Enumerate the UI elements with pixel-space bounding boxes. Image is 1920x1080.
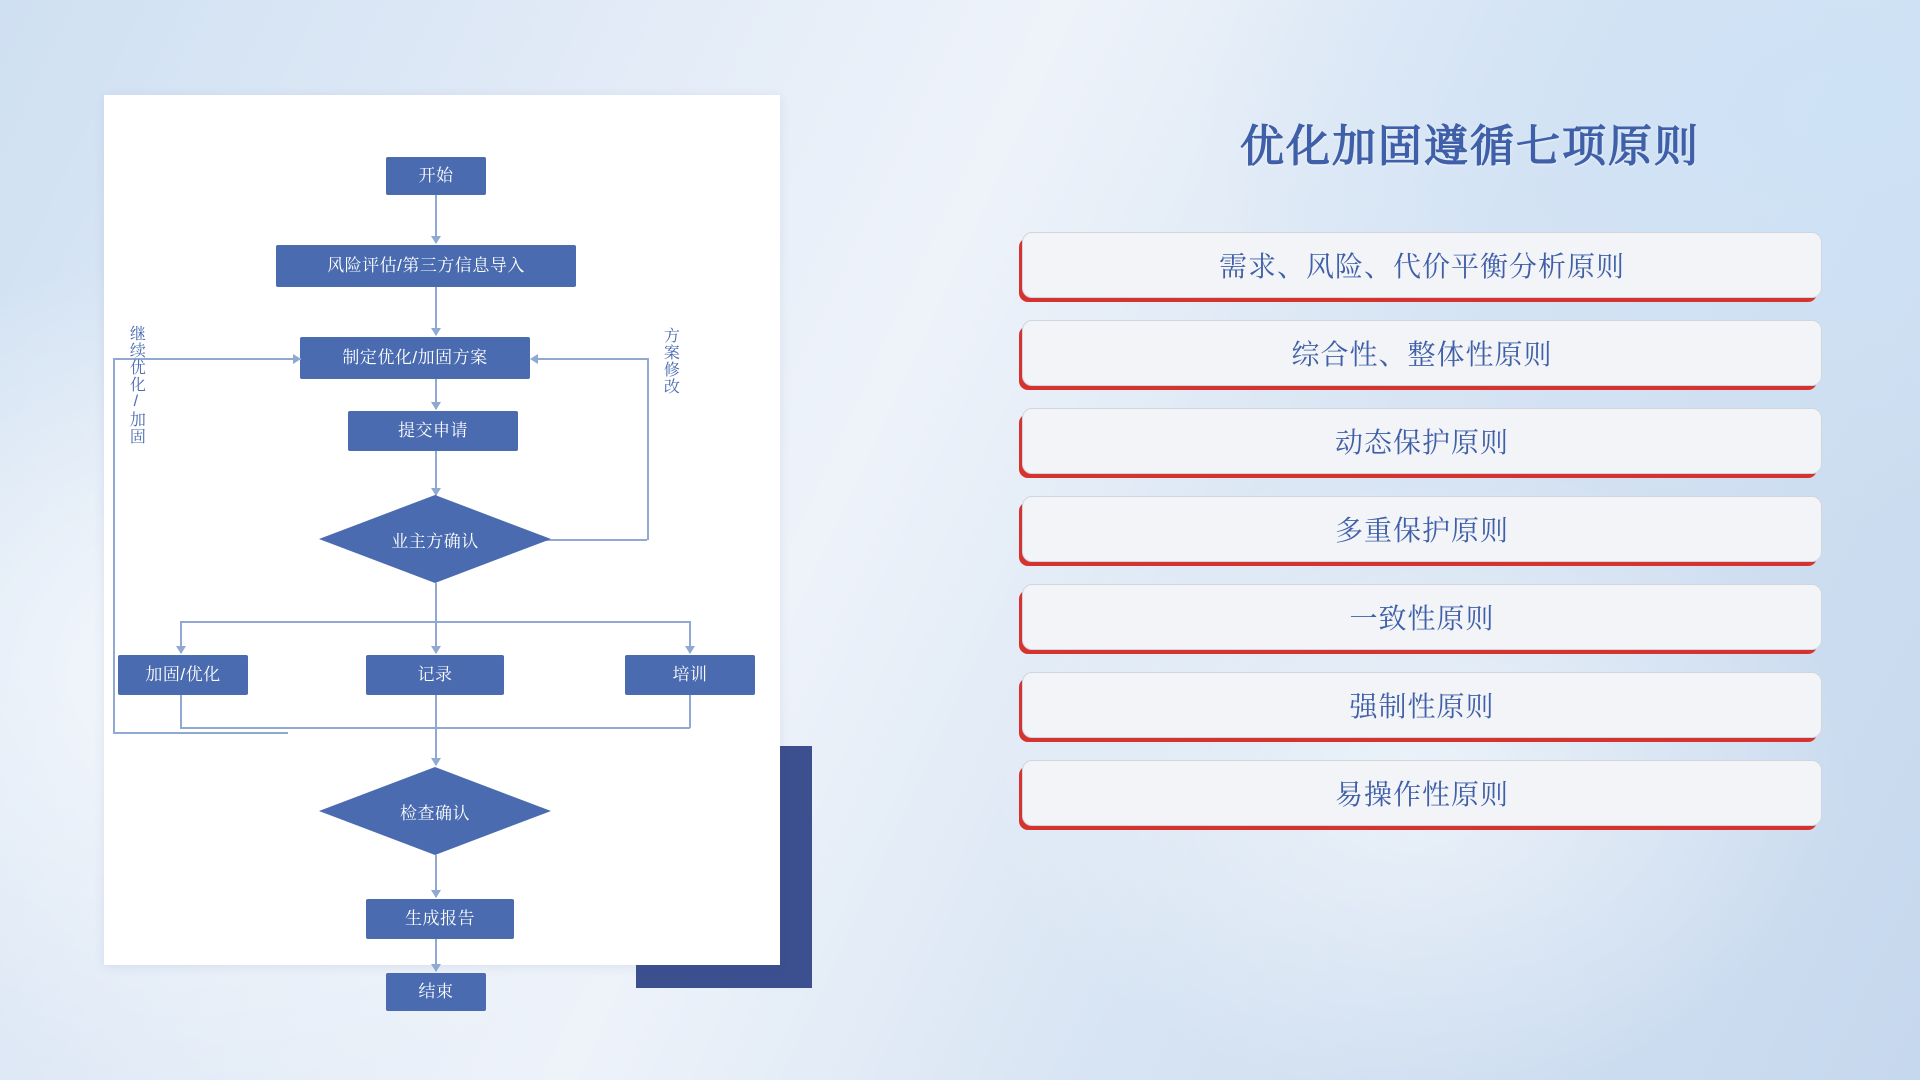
flowchart-card xyxy=(104,95,780,1001)
flow-node-record[interactable]: 记录 xyxy=(366,655,504,695)
flow-node-check-confirm-shape[interactable] xyxy=(319,767,551,855)
flow-node-plan[interactable]: 制定优化/加固方案 xyxy=(300,337,530,379)
flow-node-owner-confirm[interactable] xyxy=(319,495,551,583)
arrow-start-to-risk xyxy=(431,236,441,244)
flow-side-label-right: 方案修改 xyxy=(661,327,679,395)
flow-node-training[interactable]: 培训 xyxy=(625,655,755,695)
flow-node-check-confirm-label: 检查确认 xyxy=(400,803,470,823)
principle-item[interactable]: 强制性原则 xyxy=(1022,672,1822,738)
flowchart xyxy=(104,95,780,1001)
connector-merge-left xyxy=(180,695,182,728)
flow-side-label-left: 继续优化/加固 xyxy=(127,325,145,445)
connector-right-loop-bottom xyxy=(537,539,647,541)
principle-item[interactable]: 综合性、整体性原则 xyxy=(1022,320,1822,386)
principle-item[interactable]: 动态保护原则 xyxy=(1022,408,1822,474)
flow-node-owner-confirm-label: 业主方确认 xyxy=(391,531,479,551)
principle-item[interactable]: 易操作性原则 xyxy=(1022,760,1822,826)
flow-node-start[interactable]: 开始 xyxy=(386,157,486,195)
flow-node-report[interactable]: 生成报告 xyxy=(366,899,514,939)
arrow-risk-to-plan xyxy=(431,328,441,336)
page-title: 优化加固遵循七项原则 xyxy=(1240,122,1700,171)
flow-node-submit[interactable]: 提交申请 xyxy=(348,411,518,451)
principle-item[interactable]: 一致性原则 xyxy=(1022,584,1822,650)
arrow-left-loop-into-plan xyxy=(293,354,301,364)
arrow-merge-to-check xyxy=(431,758,441,766)
arrow-branch-mid xyxy=(431,646,441,654)
arrow-branch-left xyxy=(176,646,186,654)
connector-confirm-to-branch xyxy=(435,583,437,621)
principle-item[interactable]: 需求、风险、代价平衡分析原则 xyxy=(1022,232,1822,298)
diamond-shape-check xyxy=(319,767,551,855)
arrow-report-to-end xyxy=(431,964,441,972)
principles-list xyxy=(1022,232,1822,848)
arrow-plan-to-submit xyxy=(431,402,441,410)
principle-item[interactable]: 多重保护原则 xyxy=(1022,496,1822,562)
flow-node-reinforce[interactable]: 加固/优化 xyxy=(118,655,248,695)
arrow-check-to-report xyxy=(431,890,441,898)
flow-node-risk-assessment[interactable]: 风险评估/第三方信息导入 xyxy=(276,245,576,287)
connector-merge-right xyxy=(689,695,691,728)
arrow-right-loop-into-plan xyxy=(530,354,538,364)
diamond-shape xyxy=(319,495,551,583)
connector-right-loop-top xyxy=(538,358,648,360)
connector-left-loop-vertical xyxy=(113,358,115,733)
connector-right-loop-vertical xyxy=(647,358,649,540)
connector-left-loop-bottom xyxy=(113,732,288,734)
arrow-branch-right xyxy=(685,646,695,654)
flow-node-end-box[interactable]: 结束 xyxy=(386,973,486,1011)
connector-merge-mid xyxy=(435,695,437,728)
